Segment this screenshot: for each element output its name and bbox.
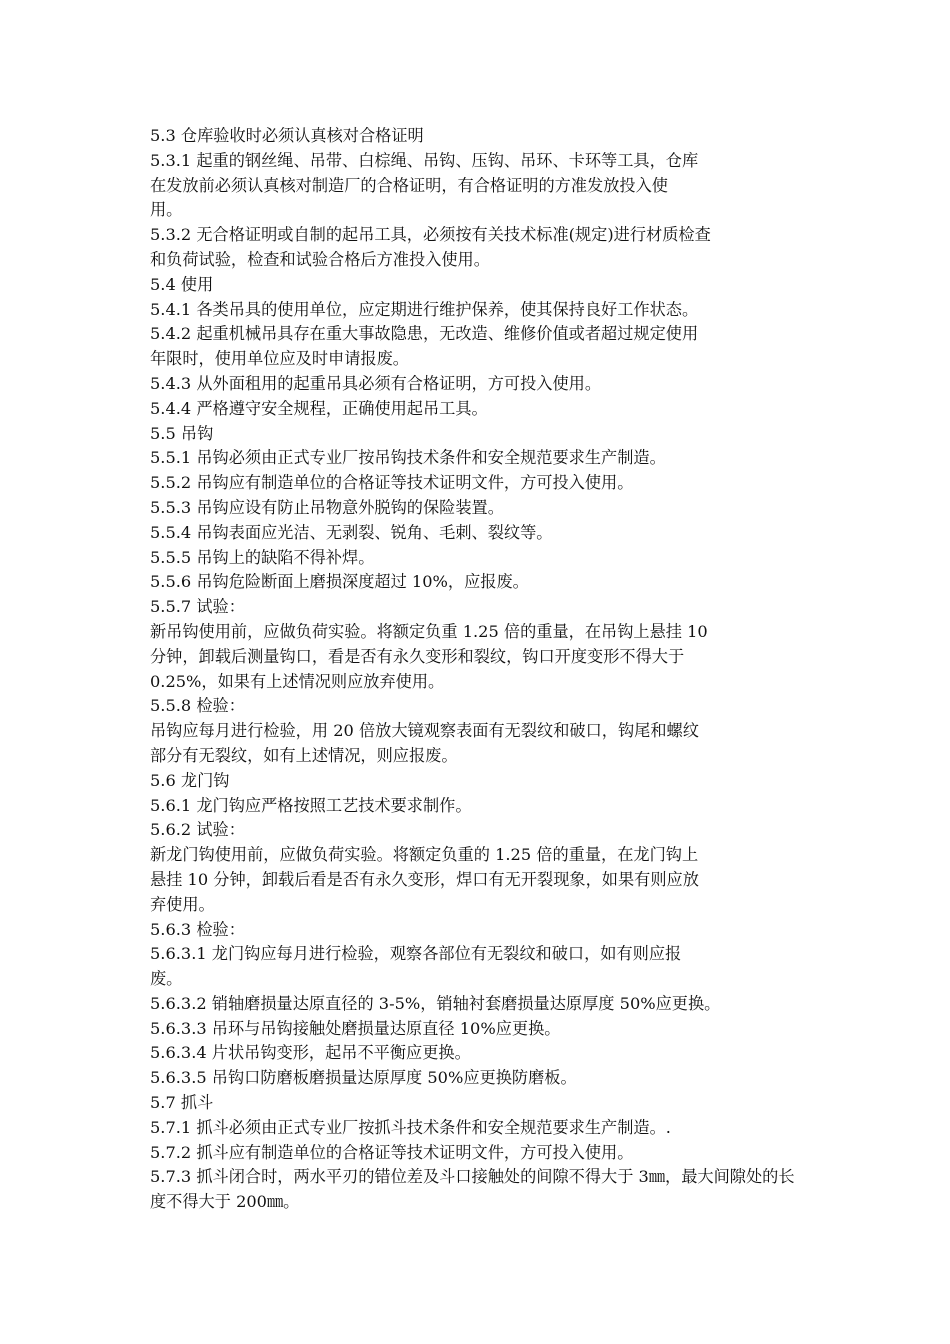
text-line: 5.4.3 从外面租用的起重吊具必须有合格证明，方可投入使用。 xyxy=(150,373,602,393)
heading-5-7: 5.7 抓斗 xyxy=(150,1093,214,1113)
text-line: 5.4.2 起重机械吊具存在重大事故隐患，无改造、维修价值或者超过规定使用 xyxy=(150,324,699,344)
text-line: 5.5.1 吊钩必须由正式专业厂按吊钩技术条件和安全规范要求生产制造。 xyxy=(150,448,666,468)
text-line: 5.6.3.4 片状吊钩变形，起吊不平衡应更换。 xyxy=(150,1043,471,1063)
text-line: 0.25%，如果有上述情况则应放弃使用。 xyxy=(150,671,445,691)
text-line: 悬挂 10 分钟，卸载后看是否有永久变形，焊口有无开裂现象，如果有则应放 xyxy=(150,869,699,889)
text-line: 5.6.3 检验： xyxy=(150,919,245,939)
text-line: 5.5.3 吊钩应设有防止吊物意外脱钩的保险装置。 xyxy=(150,497,504,517)
text-line: 5.5.7 试验： xyxy=(150,597,245,617)
text-line: 5.7.1 抓斗必须由正式专业厂按抓斗技术条件和安全规范要求生产制造。. xyxy=(150,1117,671,1137)
heading-5-5: 5.5 吊钩 xyxy=(150,423,214,443)
text-line: 5.6.1 龙门钩应严格按照工艺技术要求制作。 xyxy=(150,795,472,815)
text-line: 在发放前必须认真核对制造厂的合格证明，有合格证明的方准发放投入使 xyxy=(150,175,668,195)
text-line: 年限时，使用单位应及时申请报废。 xyxy=(150,349,409,369)
text-line: 分钟，卸载后测量钩口，看是否有永久变形和裂纹，钩口开度变形不得大于 xyxy=(150,646,685,666)
heading-5-6: 5.6 龙门钩 xyxy=(150,770,230,790)
document-body xyxy=(150,124,810,1215)
heading-5-4: 5.4 使用 xyxy=(150,274,214,294)
text-line: 废。 xyxy=(150,969,183,989)
text-line: 新吊钩使用前，应做负荷实验。将额定负重 1.25 倍的重量，在吊钩上悬挂 10 xyxy=(150,621,708,641)
text-line: 5.7.2 抓斗应有制造单位的合格证等技术证明文件，方可投入使用。 xyxy=(150,1142,634,1162)
text-line: 5.5.8 检验： xyxy=(150,696,245,716)
text-line: 部分有无裂纹，如有上述情况，则应报废。 xyxy=(150,745,458,765)
text-line: 吊钩应每月进行检验，用 20 倍放大镜观察表面有无裂纹和破口，钩尾和螺纹 xyxy=(150,721,699,741)
text-line: 5.6.3.5 吊钩口防磨板磨损量达原厚度 50%应更换防磨板。 xyxy=(150,1068,577,1088)
text-line: 用。 xyxy=(150,200,183,220)
text-line: 5.6.3.3 吊环与吊钩接触处磨损量达原直径 10%应更换。 xyxy=(150,1018,561,1038)
text-line: 5.3.1 起重的钢丝绳、吊带、白棕绳、吊钩、压钩、吊环、卡环等工具，仓库 xyxy=(150,150,699,170)
text-line: 5.5.2 吊钩应有制造单位的合格证等技术证明文件，方可投入使用。 xyxy=(150,473,634,493)
text-line: 5.5.6 吊钩危险断面上磨损深度超过 10%，应报废。 xyxy=(150,572,529,592)
text-line: 5.5.5 吊钩上的缺陷不得补焊。 xyxy=(150,547,375,567)
last-paragraph: 5.7.3 抓斗闭合时，两水平刃的错位差及斗口接触处的间隙不得大于 3㎜，最大间隙处的长度不得大于 200㎜。 xyxy=(150,1167,795,1212)
text-line: 5.4.4 严格遵守安全规程，正确使用起吊工具。 xyxy=(150,398,488,418)
text-line: 弃使用。 xyxy=(150,894,215,914)
text-line: 5.4.1 各类吊具的使用单位，应定期进行维护保养，使其保持良好工作状态。 xyxy=(150,299,699,319)
text-line: 5.6.3.1 龙门钩应每月进行检验，观察各部位有无裂纹和破口，如有则应报 xyxy=(150,944,682,964)
text-line: 5.3.2 无合格证明或自制的起吊工具，必须按有关技术标准(规定)进行材质检查 xyxy=(150,225,711,245)
heading-5-3: 5.3 仓库验收时必须认真核对合格证明 xyxy=(150,126,424,145)
text-line: 新龙门钩使用前，应做负荷实验。将额定负重的 1.25 倍的重量，在龙门钩上 xyxy=(150,845,699,865)
text-line: 5.6.3.2 销轴磨损量达原直径的 3-5%，销轴衬套磨损量达原厚度 50%应更换。 xyxy=(150,993,721,1013)
text-line: 和负荷试验，检查和试验合格后方准投入使用。 xyxy=(150,249,490,269)
text-line: 5.6.2 试验： xyxy=(150,820,245,840)
text-line: 5.5.4 吊钩表面应光洁、无剥裂、锐角、毛刺、裂纹等。 xyxy=(150,522,553,542)
